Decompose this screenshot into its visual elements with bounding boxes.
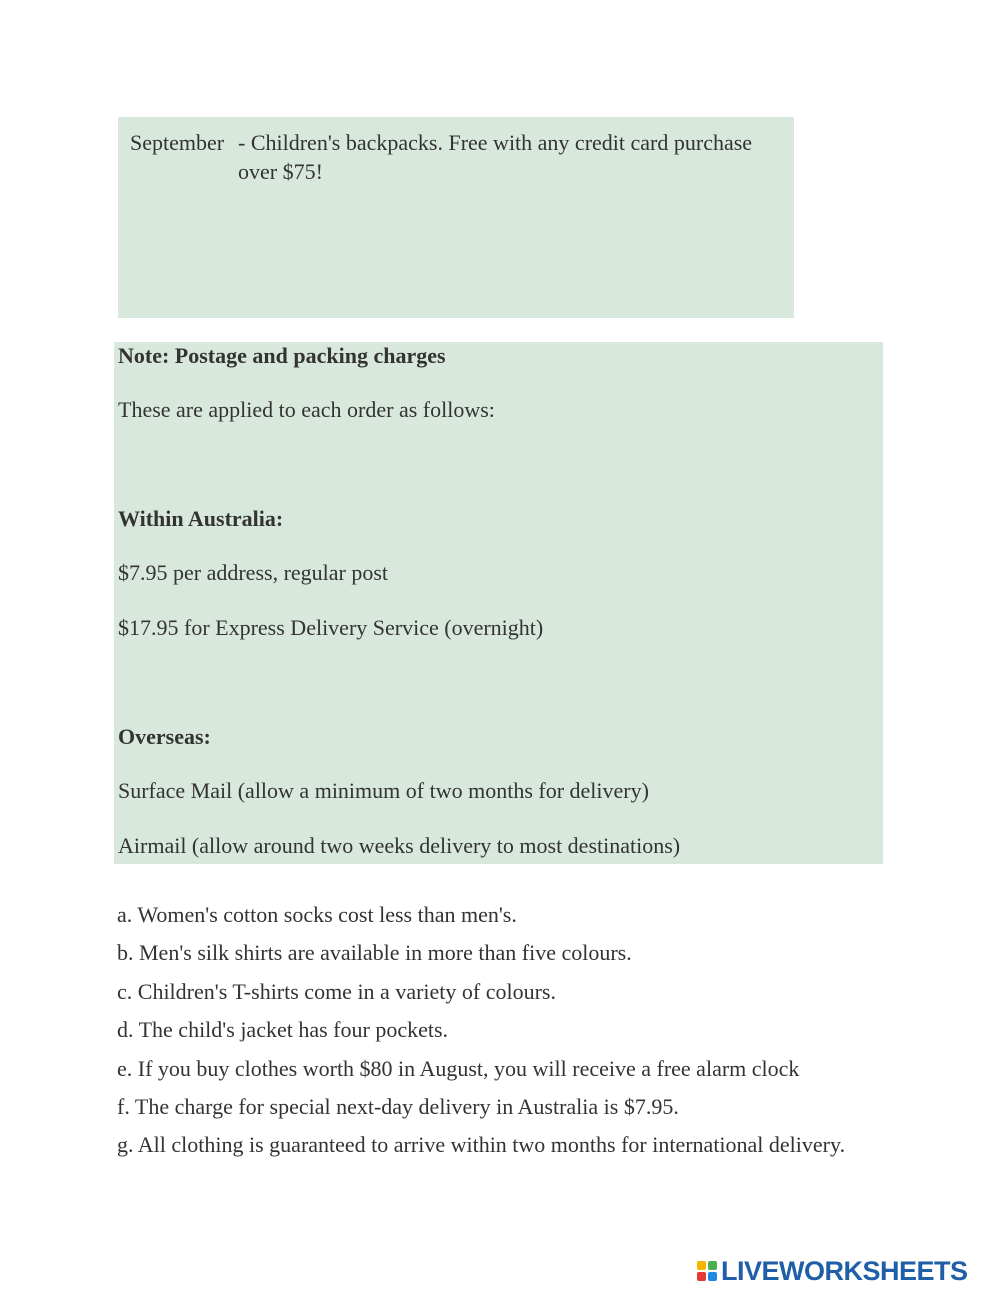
australia-express: $17.95 for Express Delivery Service (overnight) <box>118 615 544 640</box>
promo-month: September <box>130 130 225 155</box>
promo-box <box>118 117 794 318</box>
postage-note-box <box>114 342 883 864</box>
question-f: f. The charge for special next-day delivery in Australia is $7.95. <box>117 1094 679 1119</box>
question-d: d. The child's jacket has four pockets. <box>117 1017 449 1042</box>
logo-text: LIVEWORKSHEETS <box>721 1255 968 1286</box>
overseas-heading: Overseas: <box>118 724 211 749</box>
question-b: b. Men's silk shirts are available in more than five colours. <box>117 940 632 965</box>
liveworksheets-logo-icon <box>697 1261 717 1281</box>
overseas-surface-mail: Surface Mail (allow a minimum of two months for delivery) <box>118 778 649 803</box>
question-c: c. Children's T-shirts come in a variety of colours. <box>117 979 556 1004</box>
promo-text: - Children's backpacks. Free with any credit card purchase over $75! <box>238 130 753 184</box>
note-heading: Note: Postage and packing charges <box>118 343 446 368</box>
liveworksheets-logo[interactable] <box>697 1256 968 1286</box>
question-e: e. If you buy clothes worth $80 in August, you will receive a free alarm clock <box>117 1056 800 1081</box>
australia-regular-post: $7.95 per address, regular post <box>118 560 389 585</box>
question-g: g. All clothing is guaranteed to arrive within two months for international delivery. <box>117 1132 846 1157</box>
note-intro: These are applied to each order as follows: <box>118 397 495 422</box>
australia-heading: Within Australia: <box>118 506 284 531</box>
question-a: a. Women's cotton socks cost less than men's. <box>117 902 517 927</box>
overseas-airmail: Airmail (allow around two weeks delivery to most destinations) <box>118 833 681 858</box>
